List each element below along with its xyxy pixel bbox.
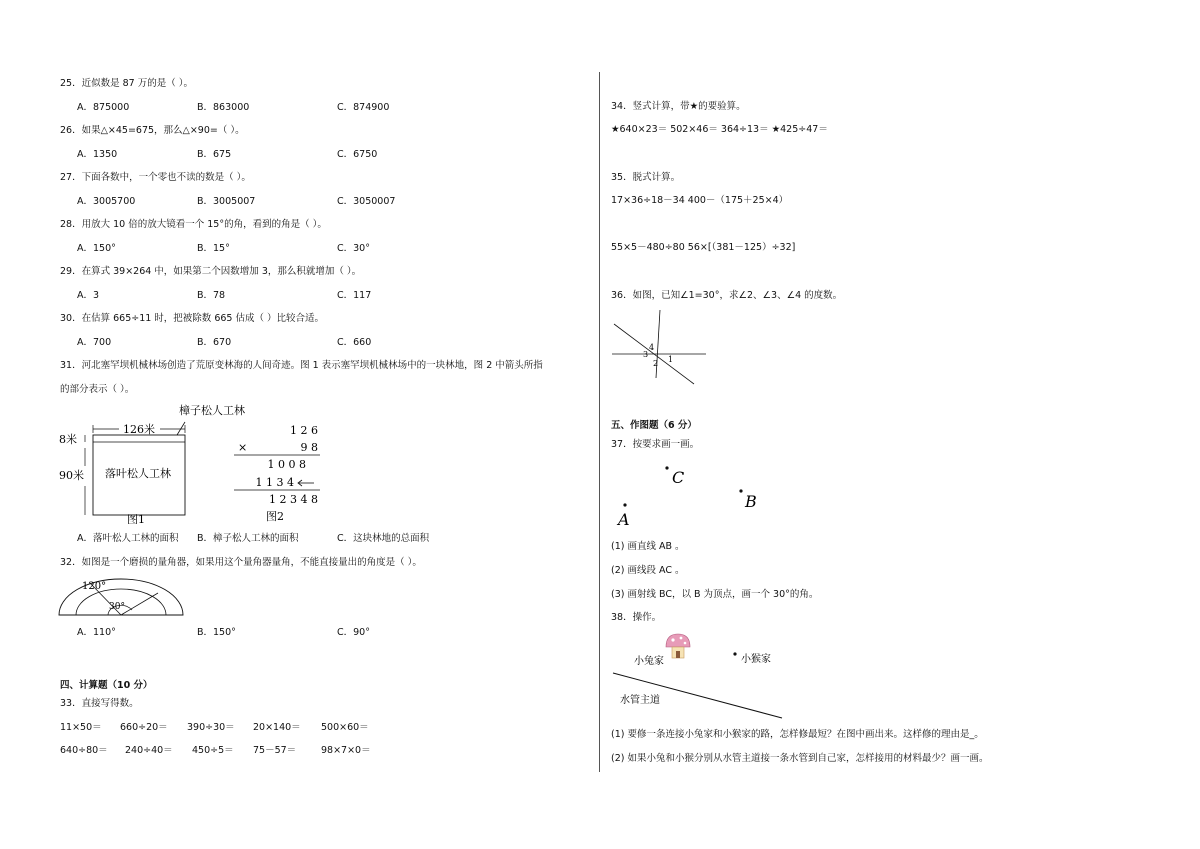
q37-step1: (1) 画直线 AB 。	[611, 541, 685, 552]
q32-option-a: A．110°	[77, 627, 116, 638]
q28-option-c: C．30°	[337, 243, 370, 254]
fig2-row4: 1 1 3 4	[255, 476, 294, 489]
q32-protractor-figure	[56, 576, 190, 618]
protractor-deg-120: 120°	[82, 581, 107, 592]
fig1-caption: 图1	[127, 513, 145, 524]
point-c-label: C	[672, 468, 685, 487]
q28-option-b: B．15°	[197, 243, 230, 254]
q37-step3: (3) 画射线 BC，以 B 为顶点，画一个 30°的角。	[611, 589, 819, 600]
fig1-width-label: 126米	[123, 423, 155, 436]
fig2-row3: 1 0 0 8	[267, 458, 306, 471]
q38-stem: 38．操作。	[611, 612, 662, 623]
q26-option-a: A．1350	[77, 149, 118, 160]
q27-stem: 27．下面各数中，一个零也不读的数是（ ）。	[60, 172, 251, 183]
q26-option-b: B．675	[197, 149, 232, 160]
point-c-dot	[665, 466, 668, 469]
main-pipe-label: 水管主道	[620, 695, 660, 706]
angle-label-2: 2	[653, 359, 659, 368]
q38-step1: (1) 要修一条连接小兔家和小猴家的路，怎样修最短？在图中画出来。这样修的理由是_。	[611, 729, 984, 740]
monkey-house-label: 小猴家	[741, 654, 771, 665]
section-4-title: 四、计算题（10 分）	[60, 680, 153, 691]
q38-scene-figure	[610, 630, 810, 722]
q29-option-a: A．3	[77, 290, 100, 301]
q31-option-a: A．落叶松人工林的面积	[77, 533, 179, 544]
point-a-dot	[623, 503, 626, 506]
q32-stem: 32．如图是一个磨损的量角器，如果用这个量角器量角，不能直接量出的角度是（ ）。	[60, 557, 422, 568]
q25-stem: 25．近似数是 87 万的是（ ）。	[60, 78, 193, 89]
angle-label-3: 3	[643, 350, 649, 359]
q37-stem: 37．按要求画一画。	[611, 439, 700, 450]
q35-line1: 17×36÷18－34 400－（175＋25×4）	[611, 195, 789, 206]
q37-step2: (2) 画线段 AC 。	[611, 565, 685, 576]
q33-r1-c2: 660÷20＝	[120, 722, 168, 733]
fig1-pointer-line	[177, 422, 185, 435]
q30-option-c: C．660	[337, 337, 372, 348]
q31-figure-1	[55, 402, 255, 524]
q31-option-c: C．这块林地的总面积	[337, 533, 430, 544]
monkey-house-dot	[733, 652, 736, 655]
q38-step2: (2) 如果小兔和小猴分别从水管主道接一条水管到自己家，怎样接用的材料最少？画一画。	[611, 753, 989, 764]
point-b-dot	[739, 489, 742, 492]
q27-option-a: A．3005700	[77, 196, 136, 207]
fig1-top-label: 樟子松人工林	[179, 404, 245, 417]
q33-r1-c5: 500×60＝	[321, 722, 369, 733]
q35-line2: 55×5－480÷80 56×[（381－125）÷32]	[611, 242, 796, 253]
q31-figure-2	[228, 422, 323, 524]
q35-stem: 35．脱式计算。	[611, 172, 681, 183]
q31-stem-line2: 的部分表示（ ）。	[60, 384, 135, 395]
protractor-deg-30: 30°	[109, 602, 125, 612]
q34-stem: 34．竖式计算，带★的要验算。	[611, 101, 746, 112]
q26-option-c: C．6750	[337, 149, 378, 160]
mushroom-house-icon	[666, 634, 690, 658]
q31-stem-line1: 31．河北塞罕坝机械林场创造了荒原变林海的人间奇迹。图 1 表示塞罕坝机械林场中的一块林地，图 2 中箭头所指	[60, 360, 543, 371]
q32-option-b: B．150°	[197, 627, 236, 638]
q33-r1-c4: 20×140＝	[253, 722, 301, 733]
q37-points-figure	[615, 462, 775, 530]
q30-option-a: A．700	[77, 337, 112, 348]
q31-option-b: B．樟子松人工林的面积	[197, 533, 299, 544]
fig1-inner-label: 落叶松人工林	[105, 467, 171, 480]
fig2-row1: 1 2 6	[290, 424, 318, 437]
q33-r2-c3: 450÷5＝	[192, 745, 234, 756]
fig1-h2-label: 90米	[59, 469, 84, 482]
q25-option-c: C．874900	[337, 102, 390, 113]
fig1-h1-label: 8米	[59, 433, 77, 446]
q33-r1-c1: 11×50＝	[60, 722, 102, 733]
q27-option-b: B．3005007	[197, 196, 256, 207]
q36-angle-figure	[610, 308, 710, 386]
q33-r2-c4: 75－57＝	[253, 745, 297, 756]
column-divider	[599, 72, 600, 772]
q34-problems: ★640×23＝ 502×46＝ 364÷13＝ ★425÷47＝	[611, 124, 828, 135]
q29-option-c: C．117	[337, 290, 372, 301]
fig2-caption: 图2	[266, 510, 284, 523]
q36-stem: 36．如图，已知∠1=30°，求∠2、∠3、∠4 的度数。	[611, 290, 843, 301]
q30-stem: 30．在估算 665÷11 时，把被除数 665 估成（ ）比较合适。	[60, 313, 325, 324]
q32-option-c: C．90°	[337, 627, 370, 638]
q27-option-c: C．3050007	[337, 196, 396, 207]
rabbit-house-label: 小兔家	[634, 656, 664, 667]
q33-r2-c2: 240÷40＝	[125, 745, 173, 756]
q25-option-b: B．863000	[197, 102, 250, 113]
q33-r1-c3: 390÷30＝	[187, 722, 235, 733]
angle-label-1: 1	[668, 355, 674, 364]
q30-option-b: B．670	[197, 337, 232, 348]
q28-option-a: A．150°	[77, 243, 116, 254]
q33-stem: 33．直接写得数。	[60, 698, 139, 709]
angle-label-4: 4	[649, 343, 655, 352]
q33-r2-c1: 640÷80＝	[60, 745, 108, 756]
q25-option-a: A．875000	[77, 102, 130, 113]
point-a-label: A	[618, 510, 630, 529]
q28-stem: 28．用放大 10 倍的放大镜看一个 15°的角，看到的角是（ ）。	[60, 219, 327, 230]
q33-r2-c5: 98×7×0＝	[321, 745, 371, 756]
q26-stem: 26．如果△×45=675，那么△×90=（ ）。	[60, 125, 245, 136]
fig2-times-sign: ×	[238, 441, 248, 454]
fig2-row5: 1 2 3 4 8	[269, 493, 318, 506]
q29-option-b: B．78	[197, 290, 226, 301]
point-b-label: B	[745, 492, 757, 511]
fig2-row2: 9 8	[300, 441, 318, 454]
section-5-title: 五、作图题（6 分）	[611, 420, 697, 431]
q29-stem: 29．在算式 39×264 中，如果第二个因数增加 3，那么积就增加（ ）。	[60, 266, 362, 277]
